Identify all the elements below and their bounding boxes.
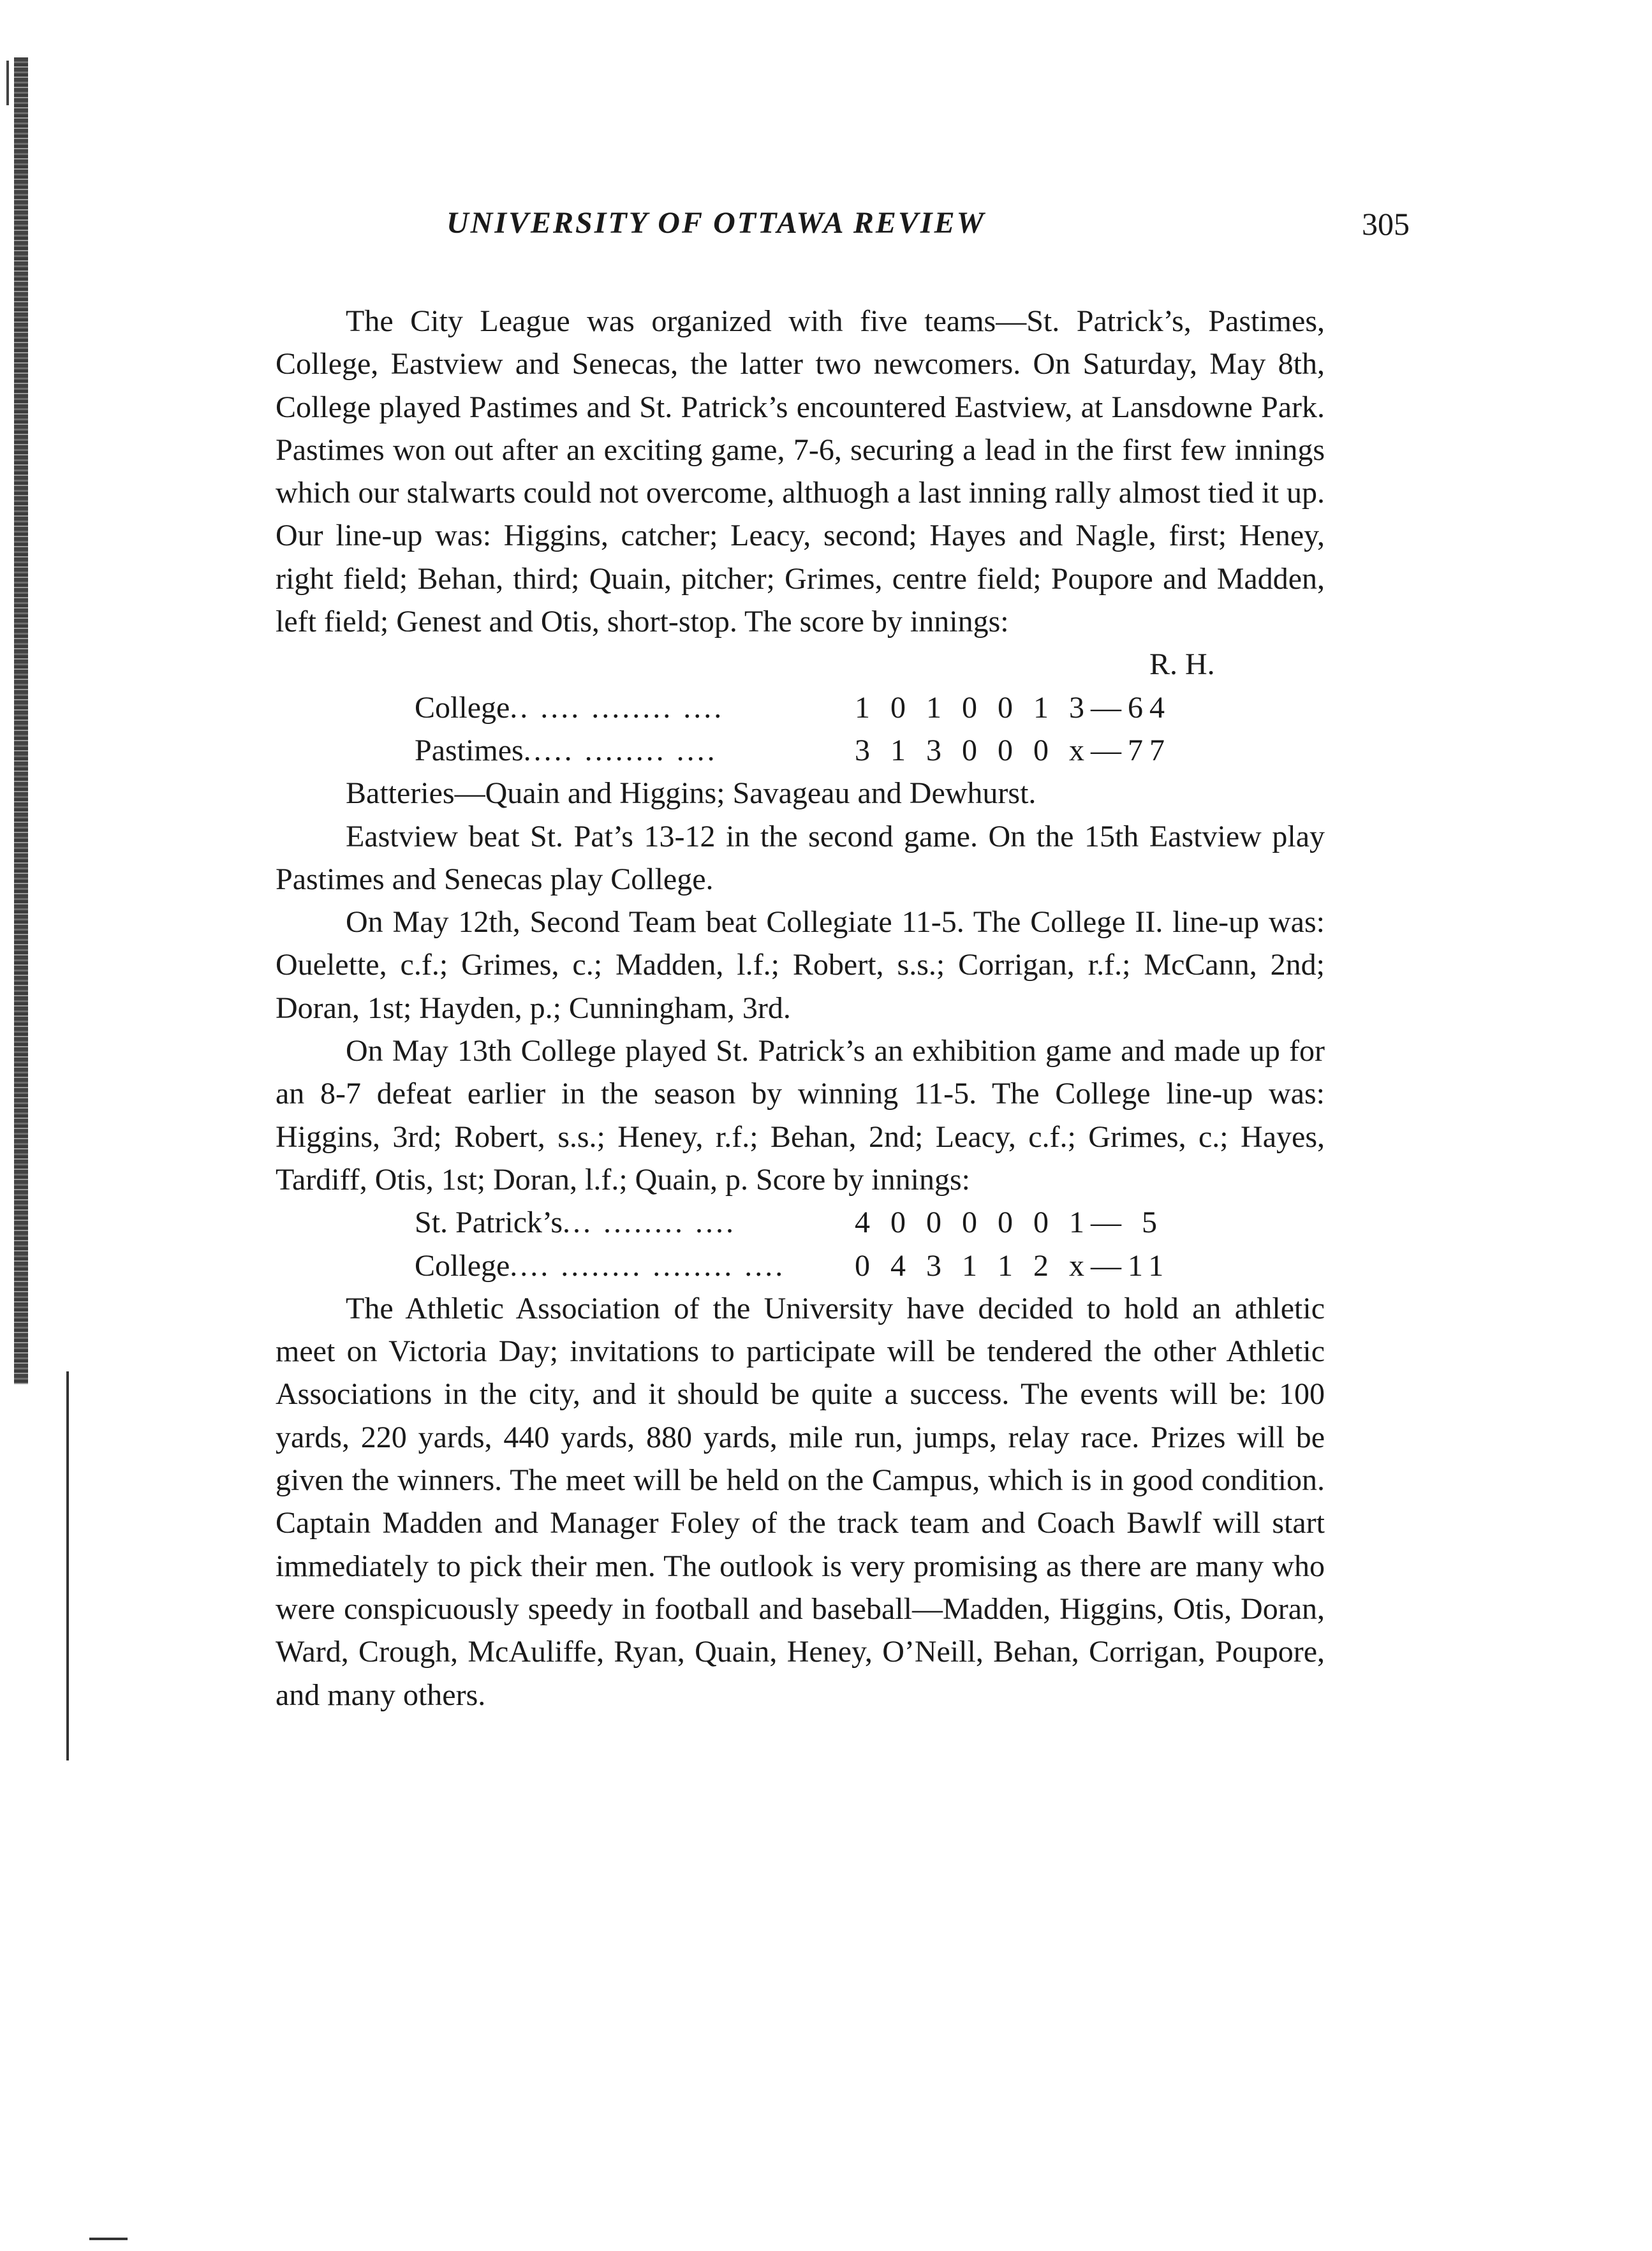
innings-score: 0 4 3 1 1 2 x—11: [855, 1248, 1170, 1283]
table-row: [276, 1201, 1170, 1244]
page-edge-mark: [89, 2238, 128, 2240]
page-number: 305: [1362, 206, 1410, 242]
table-row: [276, 1244, 1170, 1287]
innings-score: 3 1 3 0 0 0 x—7: [855, 733, 1149, 767]
team-name: College: [415, 1248, 510, 1283]
team-name: College: [415, 690, 510, 725]
paragraph-eastview: Eastview beat St. Pat’s 13-12 in the second game. On the 15th Eastview play Pastimes and Senecas play College.: [276, 819, 1325, 896]
hits-count: 4: [1149, 690, 1165, 725]
spine-edge-mark: [6, 61, 9, 105]
gutter-line: [66, 1371, 69, 1760]
team-name: Pastimes: [415, 733, 524, 767]
leader-dots: .... ........ ........ ....: [510, 1248, 786, 1283]
paragraph-batteries: Batteries—Quain and Higgins; Savageau and Dewhurst.: [346, 776, 1036, 811]
score-table-stpatricks-college: [276, 1201, 1170, 1287]
table-row: [276, 686, 1215, 729]
table-row: [276, 729, 1215, 772]
leader-dots: .. .... ........ ....: [510, 690, 725, 725]
score-table-header-row: [276, 643, 1215, 686]
team-name: St. Patrick’s: [415, 1206, 563, 1240]
paragraph-second-team: On May 12th, Second Team beat Collegiate 11-5. The College II. line-up was: Ouelette, c.f.; Grimes, c.; Madden, l.f.; Robert, s.s.; Corrigan, r.f.; McCann, 2nd; Doran, 1st; Hayden, p.; Cunningham, 3rd.: [276, 905, 1325, 1025]
runs-hits-header: R. H.: [1149, 647, 1215, 682]
paragraph-city-league: The City League was organized with five teams—St. Patrick’s, Pastimes, College, Eastview and Senecas, the latter two newcomers. On Saturday, May 8th, College played Pastimes and St. Patrick’s encountered Eastview, at Lansdowne Park. Pastimes won out after an exciting game, 7-6, securing a lead in the first few innings which our stalwarts could not overcome, althuogh a last inning rally almost tied it up. Our line-up was: Higgins, catcher; Leacy, second; Hayes and Nagle, first; Heney, right field; Behan, third; Quain, pitcher; Grimes, centre field; Poupore and Madden, left field; Genest and Otis, short-stop. The score by innings:: [276, 304, 1325, 639]
leader-dots: ... ........ ....: [563, 1206, 737, 1240]
paragraph-exhibition-game: On May 13th College played St. Patrick’s an exhibition game and made up for an 8-7 defeat earlier in the season by winning 11-5. The College line-up was: Higgins, 3rd; Robert, s.s.; Heney, r.f.; Behan, 2nd; Leacy, c.f.; Grimes, c.; Hayes, Tardiff, Otis, 1st; Doran, l.f.; Quain, p. Score by innings:: [276, 1034, 1325, 1197]
book-spine-shadow: [14, 57, 28, 1384]
hits-count: 7: [1149, 733, 1165, 767]
innings-score: 4 0 0 0 0 0 1— 5: [855, 1206, 1163, 1240]
paragraph-athletic-meet: The Athletic Association of the University have decided to hold an athletic meet on Victoria Day; invitations to participate will be tendered the other Athletic Associations in the city, and it should be quite a success. The events will be: 100 yards, 220 yards, 440 yards, 880 yards, mile run, jumps, relay race. Prizes will be given the winners. The meet will be held on the Campus, which is in good condition. Captain Madden and Manager Foley of the track team and Coach Bawlf will start immediately to pick their men. The outlook is very promising as there are many who were conspicuously speedy in football and baseball—Madden, Higgins, Otis, Doran, Ward, Crough, McAuliffe, Ryan, Quain, Heney, O’Neill, Behan, Corrigan, Poupore, and many others.: [276, 1291, 1325, 1712]
innings-score: 1 0 1 0 0 1 3—6: [855, 690, 1149, 725]
article-body: [276, 300, 1325, 1716]
score-table-college-pastimes: [276, 643, 1215, 772]
page-header: [446, 205, 1410, 250]
leader-dots: ..... ........ ....: [523, 733, 718, 767]
running-title: UNIVERSITY OF OTTAWA REVIEW: [446, 206, 986, 240]
